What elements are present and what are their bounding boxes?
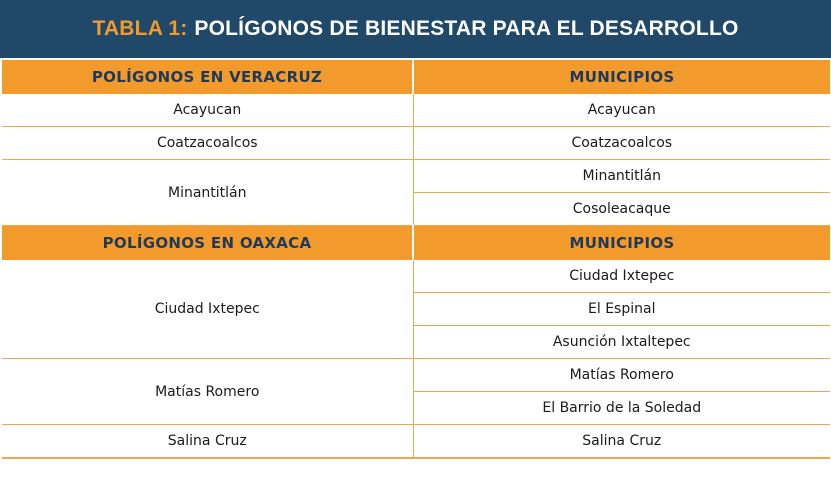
municipio-cell: Salina Cruz [413, 425, 830, 459]
table-row [2, 260, 830, 293]
municipio-cell: El Barrio de la Soledad [413, 392, 830, 425]
section-header-row [2, 60, 830, 94]
column-header-municipios: MUNICIPIOS [413, 226, 830, 261]
municipio-cell: Cosoleacaque [413, 193, 830, 226]
poligono-cell: Salina Cruz [2, 425, 413, 459]
municipio-cell: El Espinal [413, 293, 830, 326]
poligono-cell: Acayucan [2, 94, 413, 127]
table-row [2, 127, 830, 160]
column-header-municipios: MUNICIPIOS [413, 60, 830, 94]
municipio-cell: Asunción Ixtaltepec [413, 326, 830, 359]
table-row [2, 160, 830, 193]
poligono-cell: Minantitlán [2, 160, 413, 226]
table-title [0, 0, 831, 58]
polygons-table [2, 60, 830, 459]
section-header-row [2, 226, 830, 261]
table-title-text: POLÍGONOS DE BIENESTAR PARA EL DESARROLLO [194, 17, 739, 40]
municipio-cell: Acayucan [413, 94, 830, 127]
column-header-poligonos: POLÍGONOS EN OAXACA [2, 226, 413, 261]
municipio-cell: Ciudad Ixtepec [413, 260, 830, 293]
municipio-cell: Minantitlán [413, 160, 830, 193]
municipio-cell: Matías Romero [413, 359, 830, 392]
poligono-cell: Ciudad Ixtepec [2, 260, 413, 359]
poligono-cell: Matías Romero [2, 359, 413, 425]
table-row [2, 425, 830, 459]
table-row [2, 359, 830, 392]
poligono-cell: Coatzacoalcos [2, 127, 413, 160]
column-header-poligonos: POLÍGONOS EN VERACRUZ [2, 60, 413, 94]
table-number: TABLA 1: [92, 17, 188, 40]
municipio-cell: Coatzacoalcos [413, 127, 830, 160]
table-row [2, 94, 830, 127]
